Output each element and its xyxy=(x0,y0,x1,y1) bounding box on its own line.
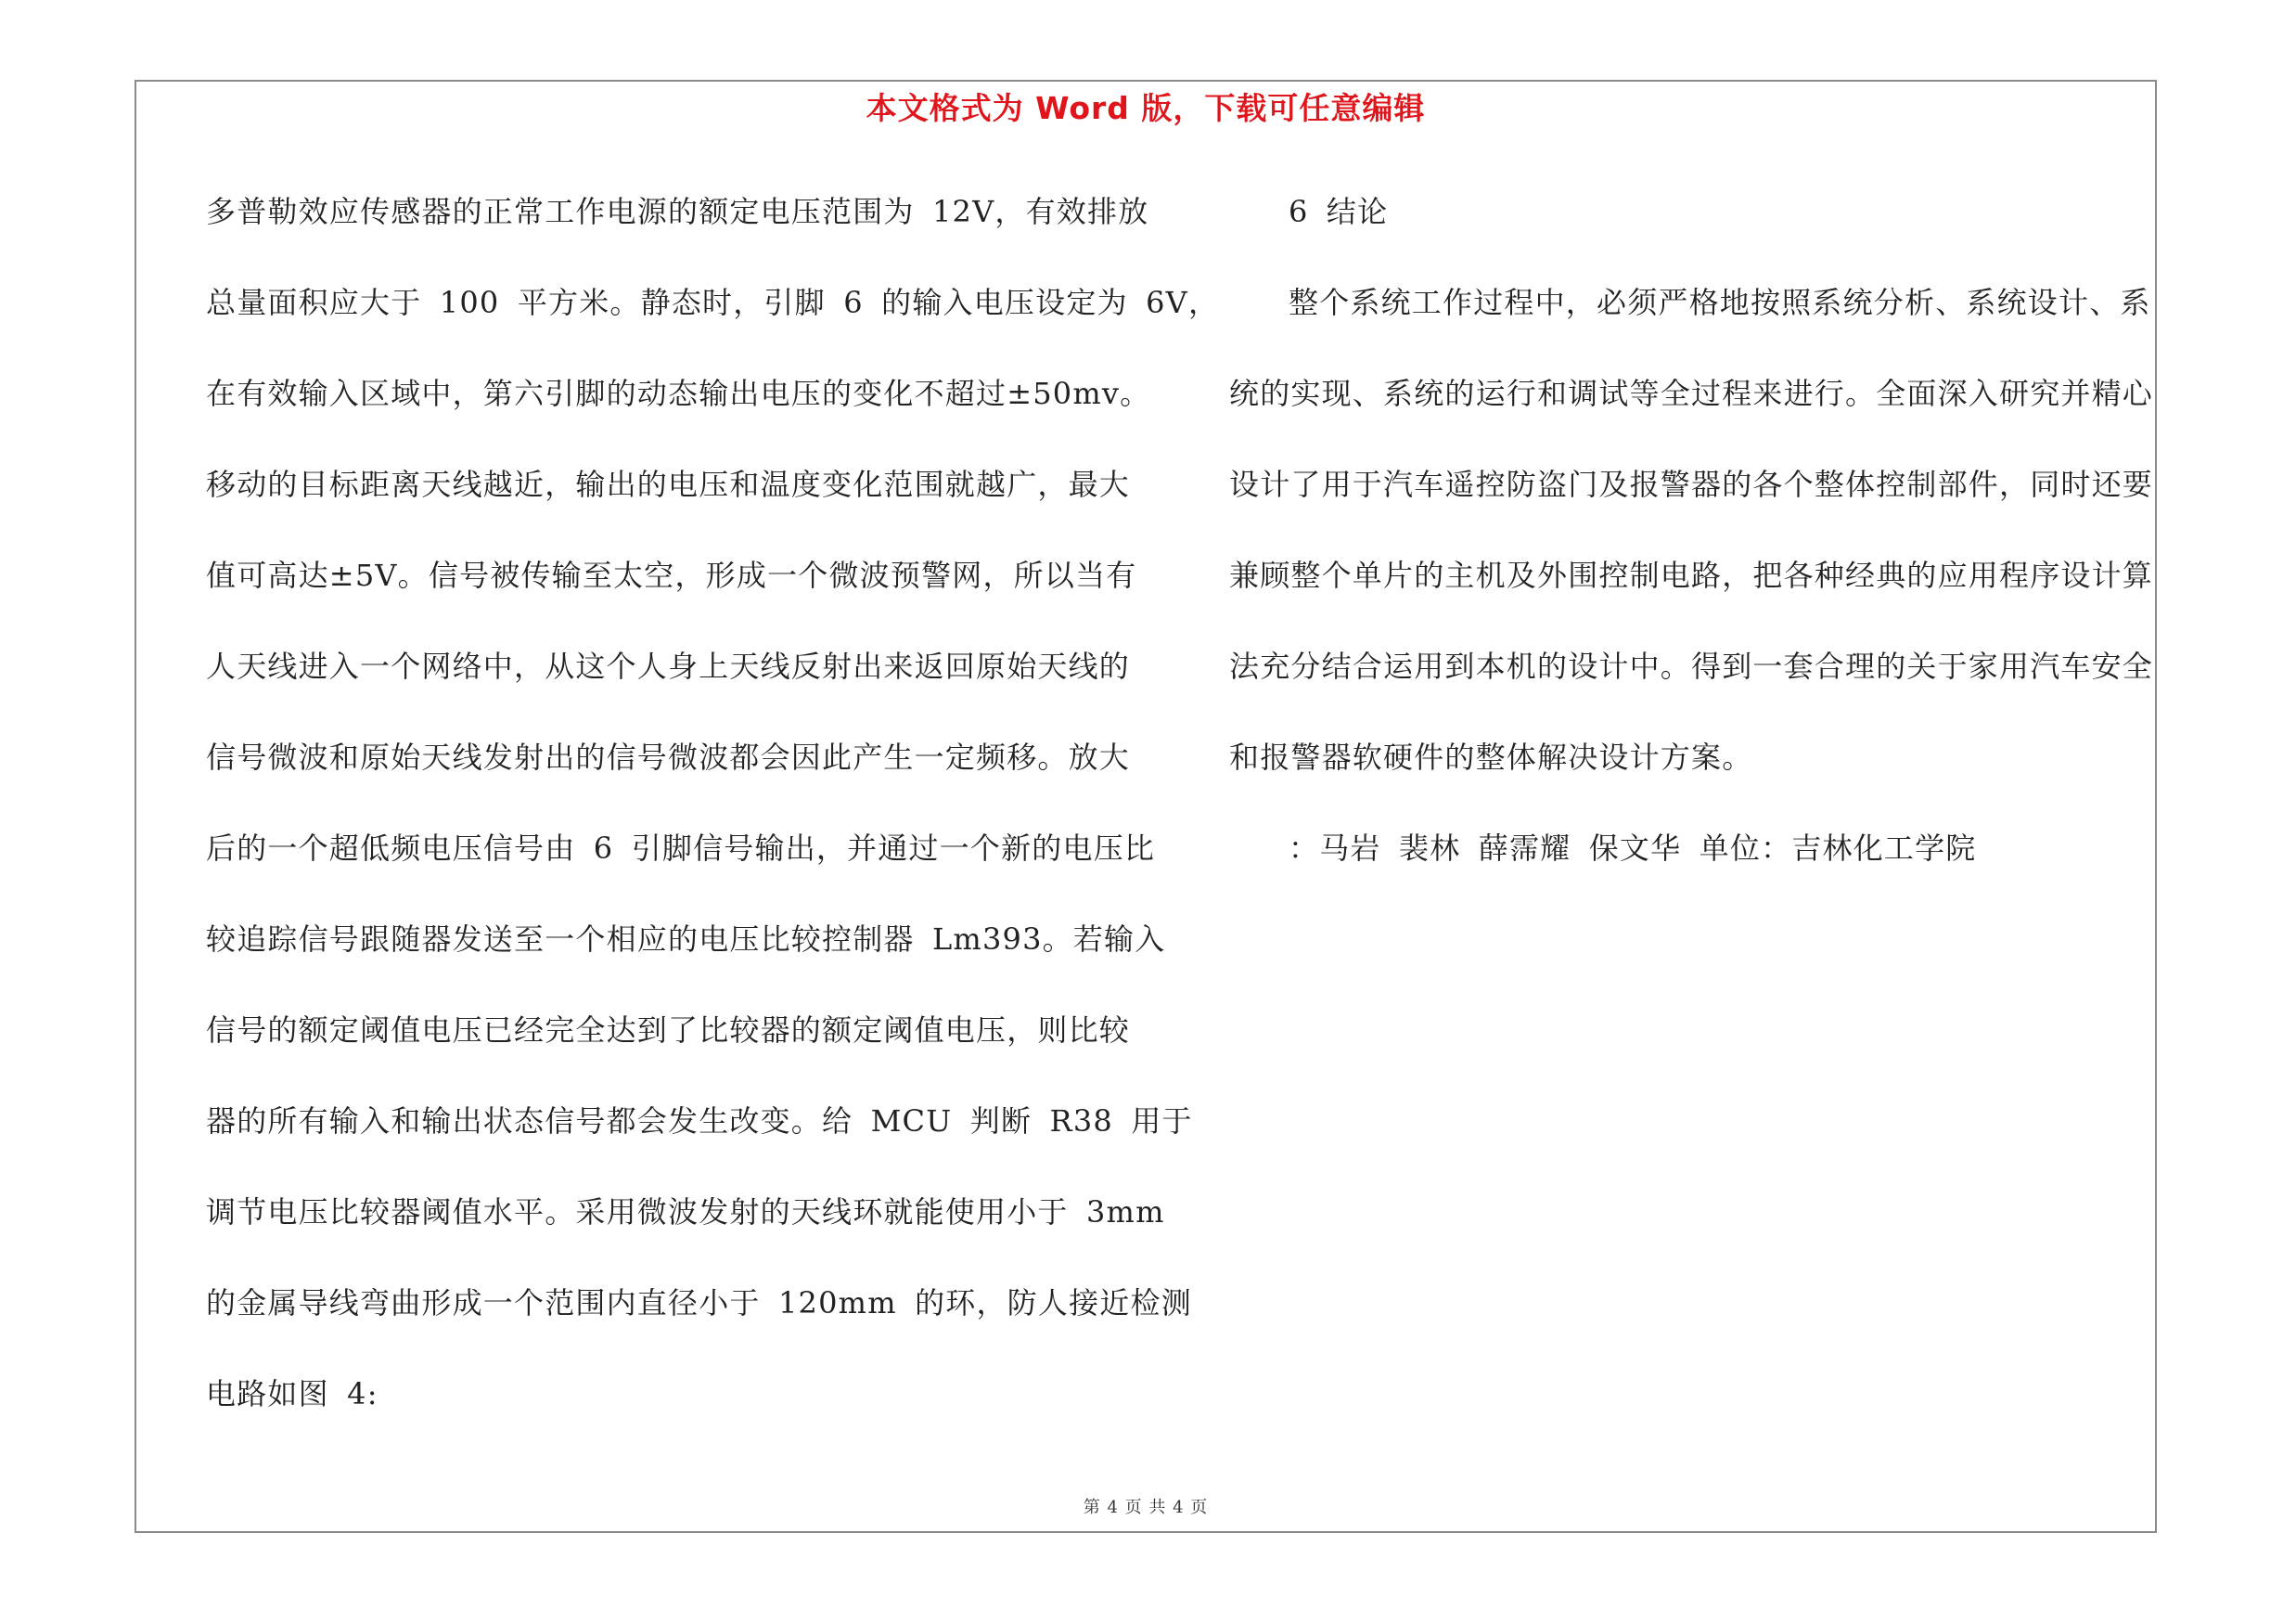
editable-notice-banner: 本文格式为 Word 版，下载可任意编辑 xyxy=(866,90,1426,126)
body-text-line: 移动的目标距离天线越近，输出的电压和温度变化范围就越广，最大 xyxy=(206,467,1131,502)
body-text-line: 总量面积应大于 100 平方米。静态时，引脚 6 的输入电压设定为 6V， xyxy=(206,285,1220,320)
body-text-line: 后的一个超低频电压信号由 6 引脚信号输出，并通过一个新的电压比 xyxy=(206,831,1156,866)
body-text-line: 多普勒效应传感器的正常工作电源的额定电压范围为 12V，有效排放 xyxy=(206,194,1149,229)
body-text-line: 较追踪信号跟随器发送至一个相应的电压比较控制器 Lm393。若输入 xyxy=(206,921,1166,957)
body-text-line: 电路如图 4: xyxy=(206,1376,378,1411)
body-text-line: 信号微波和原始天线发射出的信号微波都会因此产生一定频移。放大 xyxy=(206,740,1131,775)
body-text-line: 法充分结合运用到本机的设计中。得到一套合理的关于家用汽车安全 xyxy=(1229,649,2154,684)
body-text-line: 整个系统工作过程中，必须严格地按照系统分析、系统设计、系 xyxy=(1289,285,2151,320)
body-text-line: 人天线进入一个网络中，从这个人身上天线反射出来返回原始天线的 xyxy=(206,649,1131,684)
body-text-line: 调节电压比较器阈值水平。采用微波发射的天线环就能使用小于 3mm xyxy=(206,1194,1165,1230)
body-text-line: 统的实现、系统的运行和调试等全过程来进行。全面深入研究并精心 xyxy=(1229,376,2154,411)
section-heading: 6 结论 xyxy=(1289,194,1389,229)
body-text-line: 信号的额定阈值电压已经完全达到了比较器的额定阈值电压，则比较 xyxy=(206,1012,1131,1048)
body-text-line: 和报警器软硬件的整体解决设计方案。 xyxy=(1229,740,1753,775)
page-number-footer: 第 4 页 共 4 页 xyxy=(1083,1498,1209,1517)
right-column xyxy=(1229,188,2157,916)
body-text-line: 器的所有输入和输出状态信号都会发生改变。给 MCU 判断 R38 用于 xyxy=(206,1103,1193,1139)
body-text-line: 兼顾整个单片的主机及外围控制电路，把各种经典的应用程序设计算 xyxy=(1229,558,2154,593)
body-text-line: 在有效输入区域中，第六引脚的动态输出电压的变化不超过±50mv。 xyxy=(206,376,1151,411)
body-text-line: 值可高达±5V。信号被传输至太空，形成一个微波预警网，所以当有 xyxy=(206,558,1137,593)
author-affiliation-line: ：马岩 裴林 薛霈耀 保文华 单位：吉林化工学院 xyxy=(1289,831,1977,866)
left-column xyxy=(206,188,1220,1462)
body-text-line: 的金属导线弯曲形成一个范围内直径小于 120mm 的环，防人接近检测 xyxy=(206,1285,1192,1320)
body-text-line: 设计了用于汽车遥控防盗门及报警器的各个整体控制部件，同时还要 xyxy=(1229,467,2154,502)
